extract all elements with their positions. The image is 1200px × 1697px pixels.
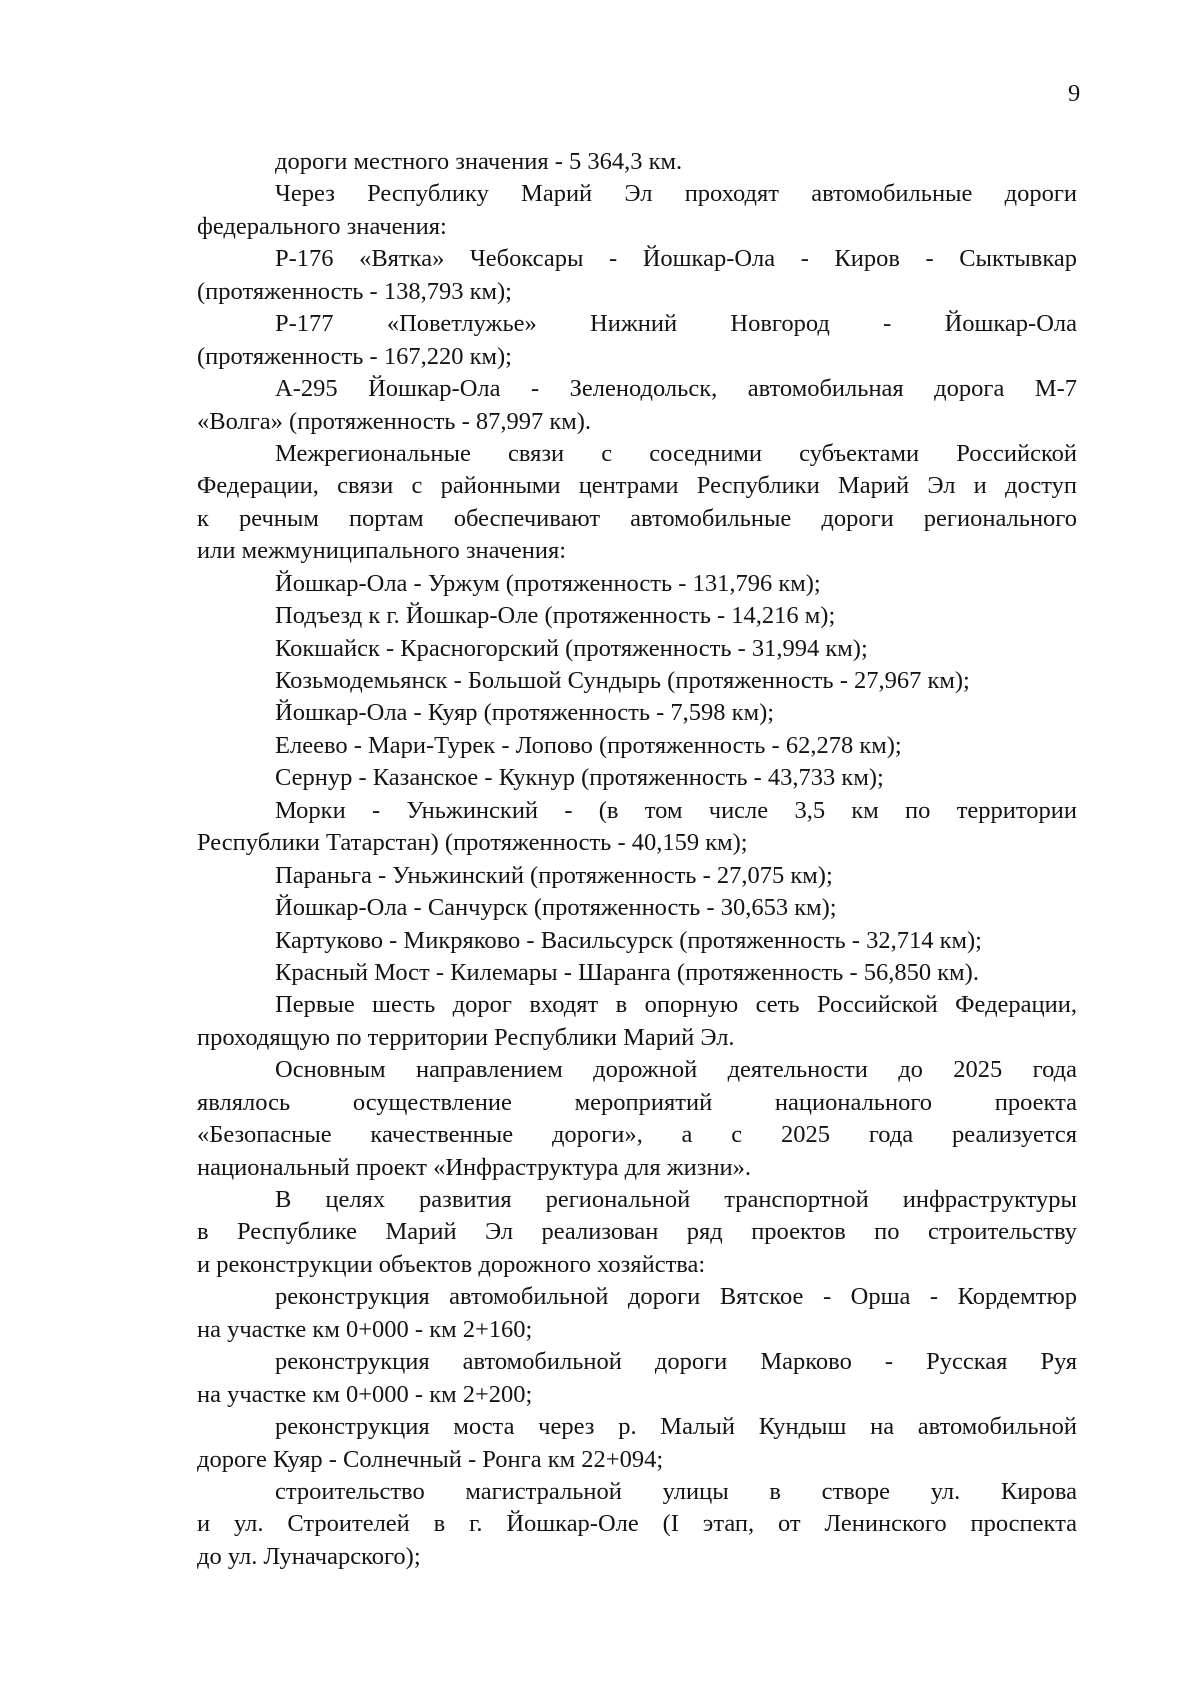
text-line: дороге Куяр - Солнечный - Ронга км 22+094; [197, 1445, 664, 1473]
text-line: реконструкция автомобильной дороги Вятское - Орша - Кордемтюр [275, 1283, 1077, 1311]
text-line: и ул. Строителей в г. Йошкар-Оле (I этап, от Ленинского проспекта [197, 1510, 1077, 1538]
text-line: проходящую по территории Республики Марий Эл. [197, 1023, 735, 1051]
text-line: на участке км 0+000 - км 2+200; [197, 1380, 533, 1408]
text-line: Параньга - Уньжинский (протяженность - 27,075 км); [275, 861, 833, 889]
text-line: Йошкар-Ола - Уржум (протяженность - 131,796 км); [275, 569, 821, 597]
text-line: федерального значения: [197, 212, 447, 240]
text-line: в Республике Марий Эл реализован ряд проектов по строительству [197, 1218, 1077, 1246]
text-line: являлось осуществление мероприятий национального проекта [197, 1088, 1077, 1116]
text-line: В целях развития региональной транспортной инфраструктуры [275, 1186, 1077, 1213]
text-line: на участке км 0+000 - км 2+160; [197, 1315, 533, 1343]
text-line: до ул. Луначарского); [197, 1542, 421, 1570]
text-line: Сернур - Казанское - Кукнур (протяженность - 43,733 км); [275, 764, 884, 792]
text-line: строительство магистральной улицы в створе ул. Кирова [275, 1477, 1077, 1505]
text-line: или межмуниципального значения: [197, 537, 567, 565]
text-line: Р-177 «Поветлужье» Нижний Новгород - Йошкар-Ола [275, 310, 1077, 338]
text-line: Р-176 «Вятка» Чебоксары - Йошкар-Ола - Киров - Сыктывкар [275, 245, 1077, 273]
text-line: и реконструкции объектов дорожного хозяйства: [197, 1250, 706, 1278]
text-line: к речным портам обеспечивают автомобильные дороги регионального [197, 504, 1077, 532]
text-line: (протяженность - 138,793 км); [197, 277, 512, 305]
text-line: дороги местного значения - 5 364,3 км. [275, 148, 683, 175]
text-line: Республики Татарстан) (протяженность - 40,159 км); [197, 829, 748, 857]
text-line: (протяженность - 167,220 км); [197, 342, 512, 370]
text-line: Межрегиональные связи с соседними субъектами Российской [275, 439, 1077, 467]
text-line: Основным направлением дорожной деятельности до 2025 года [275, 1056, 1077, 1084]
page-number: 9 [1068, 80, 1081, 107]
text-line: Козьмодемьянск - Большой Сундырь (протяженность - 27,967 км); [275, 667, 970, 694]
text-line: Через Республику Марий Эл проходят автомобильные дороги [275, 180, 1077, 208]
text-line: Подъезд к г. Йошкар-Оле (протяженность - 14,216 м); [275, 602, 836, 630]
text-line: «Безопасные качественные дороги», а с 2025 года реализуется [197, 1121, 1077, 1149]
text-line: Морки - Уньжинский - (в том числе 3,5 км по территории [275, 796, 1077, 824]
text-line: Йошкар-Ола - Куяр (протяженность - 7,598 км); [275, 699, 775, 727]
text-line: Федерации, связи с районными центрами Республики Марий Эл и доступ [197, 472, 1077, 500]
text-line: А-295 Йошкар-Ола - Зеленодольск, автомобильная дорога М-7 [275, 375, 1077, 403]
text-line: реконструкция моста через р. Малый Кундыш на автомобильной [275, 1413, 1077, 1441]
text-line: Елеево - Мари-Турек - Лопово (протяженность - 62,278 км); [275, 731, 902, 759]
text-line: Первые шесть дорог входят в опорную сеть Российской Федерации, [275, 991, 1077, 1019]
text-line: Картуково - Микряково - Васильсурск (протяженность - 32,714 км); [275, 926, 982, 954]
text-line: Йошкар-Ола - Санчурск (протяженность - 30,653 км); [275, 894, 837, 922]
text-line: Красный Мост - Килемары - Шаранга (протяженность - 56,850 км). [275, 958, 979, 986]
text-line: «Волга» (протяженность - 87,997 км). [197, 407, 592, 435]
document-body [197, 146, 1077, 1573]
text-line: Кокшайск - Красногорский (протяженность - 31,994 км); [275, 634, 868, 662]
text-line: национальный проект «Инфраструктура для жизни». [197, 1153, 752, 1181]
text-line: реконструкция автомобильной дороги Марково - Русская Руя [275, 1348, 1077, 1376]
